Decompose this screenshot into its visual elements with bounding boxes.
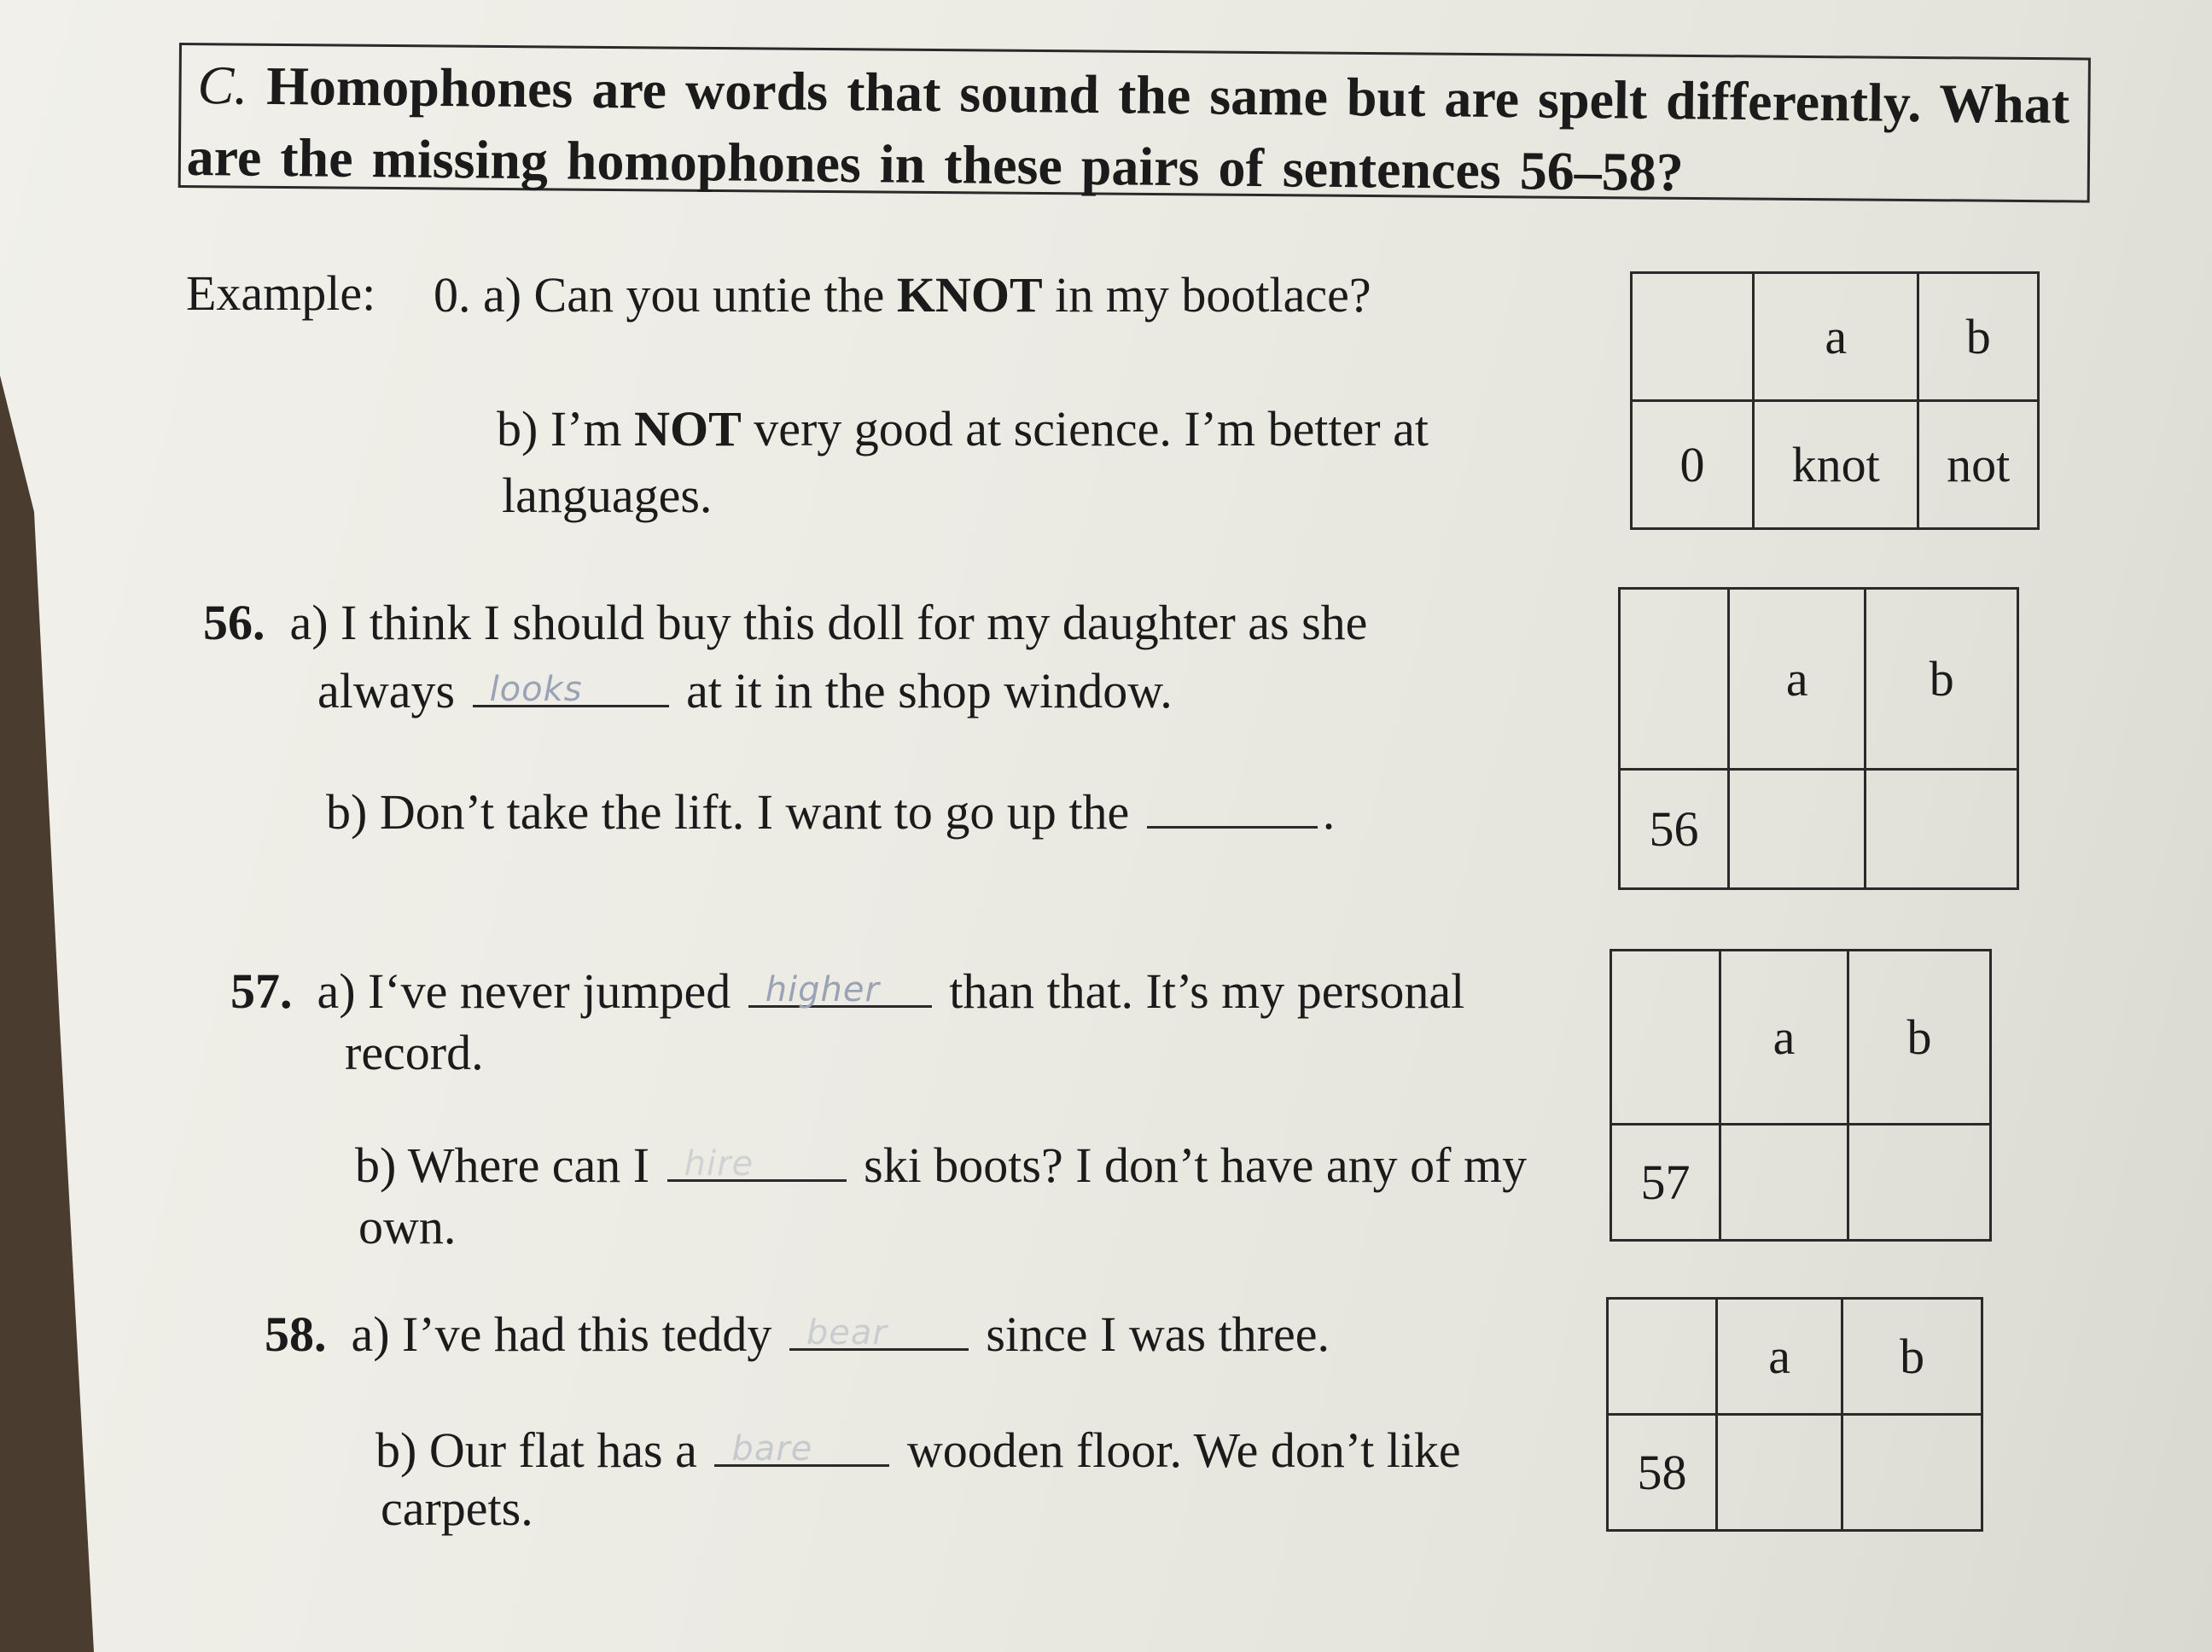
- q56-a-line2-pre: always: [317, 663, 456, 718]
- example-a-pre: a) Can you untie the: [483, 267, 897, 323]
- q58-b-handwriting: bare: [731, 1429, 813, 1469]
- q56-b-pre: b) Don’t take the lift. I want to go up the: [326, 784, 1130, 840]
- instruction-line-1-text: Homophones are words that sound the same but are spelt differently. What: [265, 55, 2070, 135]
- table-header-b: b: [1848, 951, 1991, 1125]
- q58-b-blank[interactable]: [714, 1416, 889, 1467]
- table-header-a: a: [1720, 951, 1848, 1125]
- q57-sentence-a-line2: record.: [345, 1025, 484, 1080]
- q57-answer-a-cell[interactable]: [1720, 1125, 1848, 1241]
- table-row-number: 58: [1608, 1415, 1717, 1531]
- table-row-number: 0: [1632, 401, 1754, 529]
- example-a-post: in my bootlace?: [1042, 267, 1371, 323]
- table-header-b: b: [1866, 589, 2018, 770]
- q57-b-pre: b) Where can I: [355, 1137, 650, 1193]
- table-corner-cell: [1632, 273, 1754, 401]
- example-sentence-a: [434, 263, 1371, 328]
- q58-answer-table: [1606, 1297, 1983, 1532]
- q58-a-pre: a) I’ve had this teddy: [351, 1306, 772, 1362]
- q57-a-blank[interactable]: [748, 957, 932, 1008]
- q58-a-handwriting: bear: [806, 1313, 888, 1352]
- q57-b-blank[interactable]: [667, 1131, 847, 1182]
- q57-sentence-a: [230, 957, 1464, 1024]
- instruction-text: [186, 49, 2101, 212]
- q58-b-post: wooden floor. We don’t like: [906, 1422, 1461, 1478]
- q57-number: 57.: [230, 963, 293, 1019]
- q56-b-blank[interactable]: [1147, 778, 1318, 829]
- table-header-b: b: [1918, 273, 2039, 401]
- q58-sentence-a: [265, 1300, 1330, 1367]
- table-row-number: 56: [1620, 770, 1729, 889]
- q56-number: 56.: [203, 595, 265, 650]
- q58-sentence-b: [375, 1416, 1461, 1483]
- q56-sentence-a: [203, 590, 1367, 655]
- q57-answer-b-cell[interactable]: [1848, 1125, 1991, 1241]
- example-answer-table: [1630, 271, 2040, 530]
- example-b-bold: NOT: [634, 401, 742, 457]
- section-letter: C.: [197, 54, 248, 116]
- example-sentence-b: [497, 397, 1429, 462]
- table-answer-a: knot: [1754, 401, 1918, 529]
- q57-answer-table: [1610, 949, 1992, 1242]
- q58-a-post: since I was three.: [986, 1306, 1330, 1362]
- q56-answer-table: [1618, 587, 2019, 890]
- q56-answer-b-cell[interactable]: [1866, 770, 2018, 889]
- q58-answer-a-cell[interactable]: [1717, 1415, 1842, 1531]
- example-number: 0.: [434, 267, 471, 323]
- table-header-a: a: [1729, 589, 1866, 770]
- q57-a-post: than that. It’s my personal: [949, 963, 1465, 1019]
- q57-b-handwriting: hire: [684, 1144, 754, 1184]
- instruction-line-2: are the missing homophones in these pairs of sentences 56–58?: [186, 125, 1685, 203]
- q58-sentence-b-line2: carpets.: [381, 1480, 533, 1536]
- q58-number: 58.: [265, 1306, 327, 1362]
- q57-a-handwriting: higher: [765, 970, 880, 1009]
- q56-a-handwriting: looks: [489, 670, 583, 709]
- q56-sentence-a-line2: [317, 657, 1173, 724]
- q58-b-pre: b) Our flat has a: [375, 1422, 697, 1478]
- example-label: Example:: [186, 265, 376, 321]
- example-b-post: very good at science. I’m better at: [741, 401, 1429, 457]
- q56-sentence-b: [326, 778, 1335, 845]
- table-header-a: a: [1717, 1299, 1842, 1415]
- q56-a-text: a) I think I should buy this doll for my daughter as she: [289, 595, 1368, 650]
- q56-answer-a-cell[interactable]: [1729, 770, 1866, 889]
- table-corner-cell: [1611, 951, 1720, 1125]
- example-sentence-b-line2: languages.: [502, 468, 713, 523]
- example-b-pre: b) I’m: [497, 401, 635, 457]
- q57-b-post: ski boots? I don’t have any of my: [864, 1137, 1528, 1193]
- q58-a-blank[interactable]: [789, 1300, 969, 1351]
- table-corner-cell: [1608, 1299, 1717, 1415]
- table-row-number: 57: [1611, 1125, 1720, 1241]
- q57-a-pre: a) I‘ve never jumped: [317, 963, 731, 1019]
- table-header-a: a: [1754, 273, 1918, 401]
- example-a-bold: KNOT: [896, 267, 1043, 323]
- q56-a-blank[interactable]: [473, 657, 669, 707]
- q58-answer-b-cell[interactable]: [1842, 1415, 1982, 1531]
- table-corner-cell: [1620, 589, 1729, 770]
- table-header-b: b: [1842, 1299, 1982, 1415]
- q56-b-post: .: [1322, 784, 1336, 840]
- table-answer-b: not: [1918, 401, 2039, 529]
- q56-a-line2-post: at it in the shop window.: [686, 663, 1173, 718]
- q57-sentence-b: [355, 1131, 1527, 1198]
- q57-sentence-b-line2: own.: [358, 1199, 457, 1254]
